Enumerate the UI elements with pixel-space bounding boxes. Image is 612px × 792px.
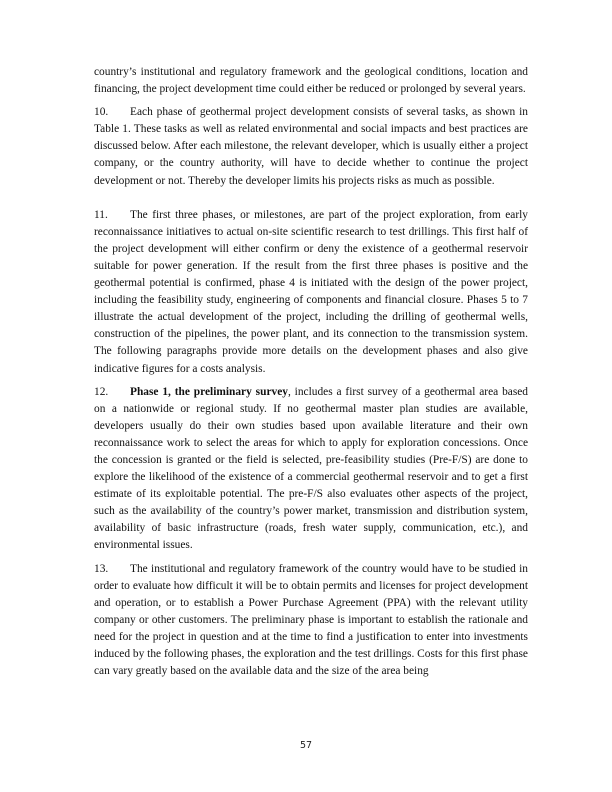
paragraph-number: 13. [94, 562, 109, 575]
paragraph-12 [94, 384, 528, 555]
paragraph-number: 12. [94, 385, 109, 398]
document-page [94, 64, 528, 680]
page-number: 57 [299, 740, 313, 751]
paragraph-text: The first three phases, or milestones, are part of the project exploration, from early reconnaissance initiatives to actual on-site scientific research to test drillings. This first half of the project development will either confirm or deny the existence of a geothermal reservoir suitable for power generation. If the result from the first three phases is positive and the geothermal potential is confirmed, phase 4 is initiated with the design of the power project, including the feasibility study, engineering of components and financial closure. Phases 5 to 7 illustrate the actual development of the project, including the drilling of geothermal wells, construction of the pipelines, the power plant, and its connection to the transmission system. The following paragraphs provide more details on the development phases and also give indicative figures for a costs analysis. [94, 208, 528, 375]
paragraph-13 [94, 561, 528, 681]
paragraph-bold-lead: Phase 1, the preliminary survey [130, 385, 288, 398]
paragraph-number: 11. [94, 208, 108, 221]
paragraph-11 [94, 207, 528, 378]
paragraph-text: Each phase of geothermal project development consists of several tasks, as shown in Table 1. These tasks as well as related environmental and social impacts and best practices are discussed below. After each milestone, the relevant developer, which is usually either a project company, or the country authority, will have to decide whether to continue the project development or not. Thereby the developer limits his projects risks as much as possible. [94, 106, 528, 187]
paragraph-text: , includes a first survey of a geothermal area based on a nationwide or regional study. If no geothermal master plan studies are available, developers usually do their own studies based upon available literature and their own reconnaissance work to select the areas for which to apply for exploration concessions. Once the concession is granted or the field is selected, pre-feasibility studies (Pre-F/S) are done to explore the likelihood of the existence of a commercial geothermal reservoir and to get a first estimate of its exploitable potential. The pre-F/S also evaluates other aspects of the project, such as the availability of the country’s power market, transmission and distribution system, availability of basic infrastructure (roads, fresh water supply, communication, etc.), and environmental issues. [94, 385, 528, 552]
paragraph-text: The institutional and regulatory framework of the country would have to be studied in order to evaluate how difficult it will be to obtain permits and licenses for project development and operation, or to establish a Power Purchase Agreement (PPA) with the relevant utility company or other customers. The preliminary phase is important to establish the rationale and need for the project in question and at the time to find a justification to enter into investments induced by the following phases, the exploration and the test drillings. Costs for this first phase can vary greatly based on the available data and the size of the area being [94, 562, 528, 678]
continuation-paragraph: country’s institutional and regulatory framework and the geological conditions, location and financing, the project development time could either be reduced or prolonged by several years. [94, 66, 528, 96]
paragraph-10 [94, 104, 528, 189]
paragraph-number: 10. [94, 106, 109, 119]
